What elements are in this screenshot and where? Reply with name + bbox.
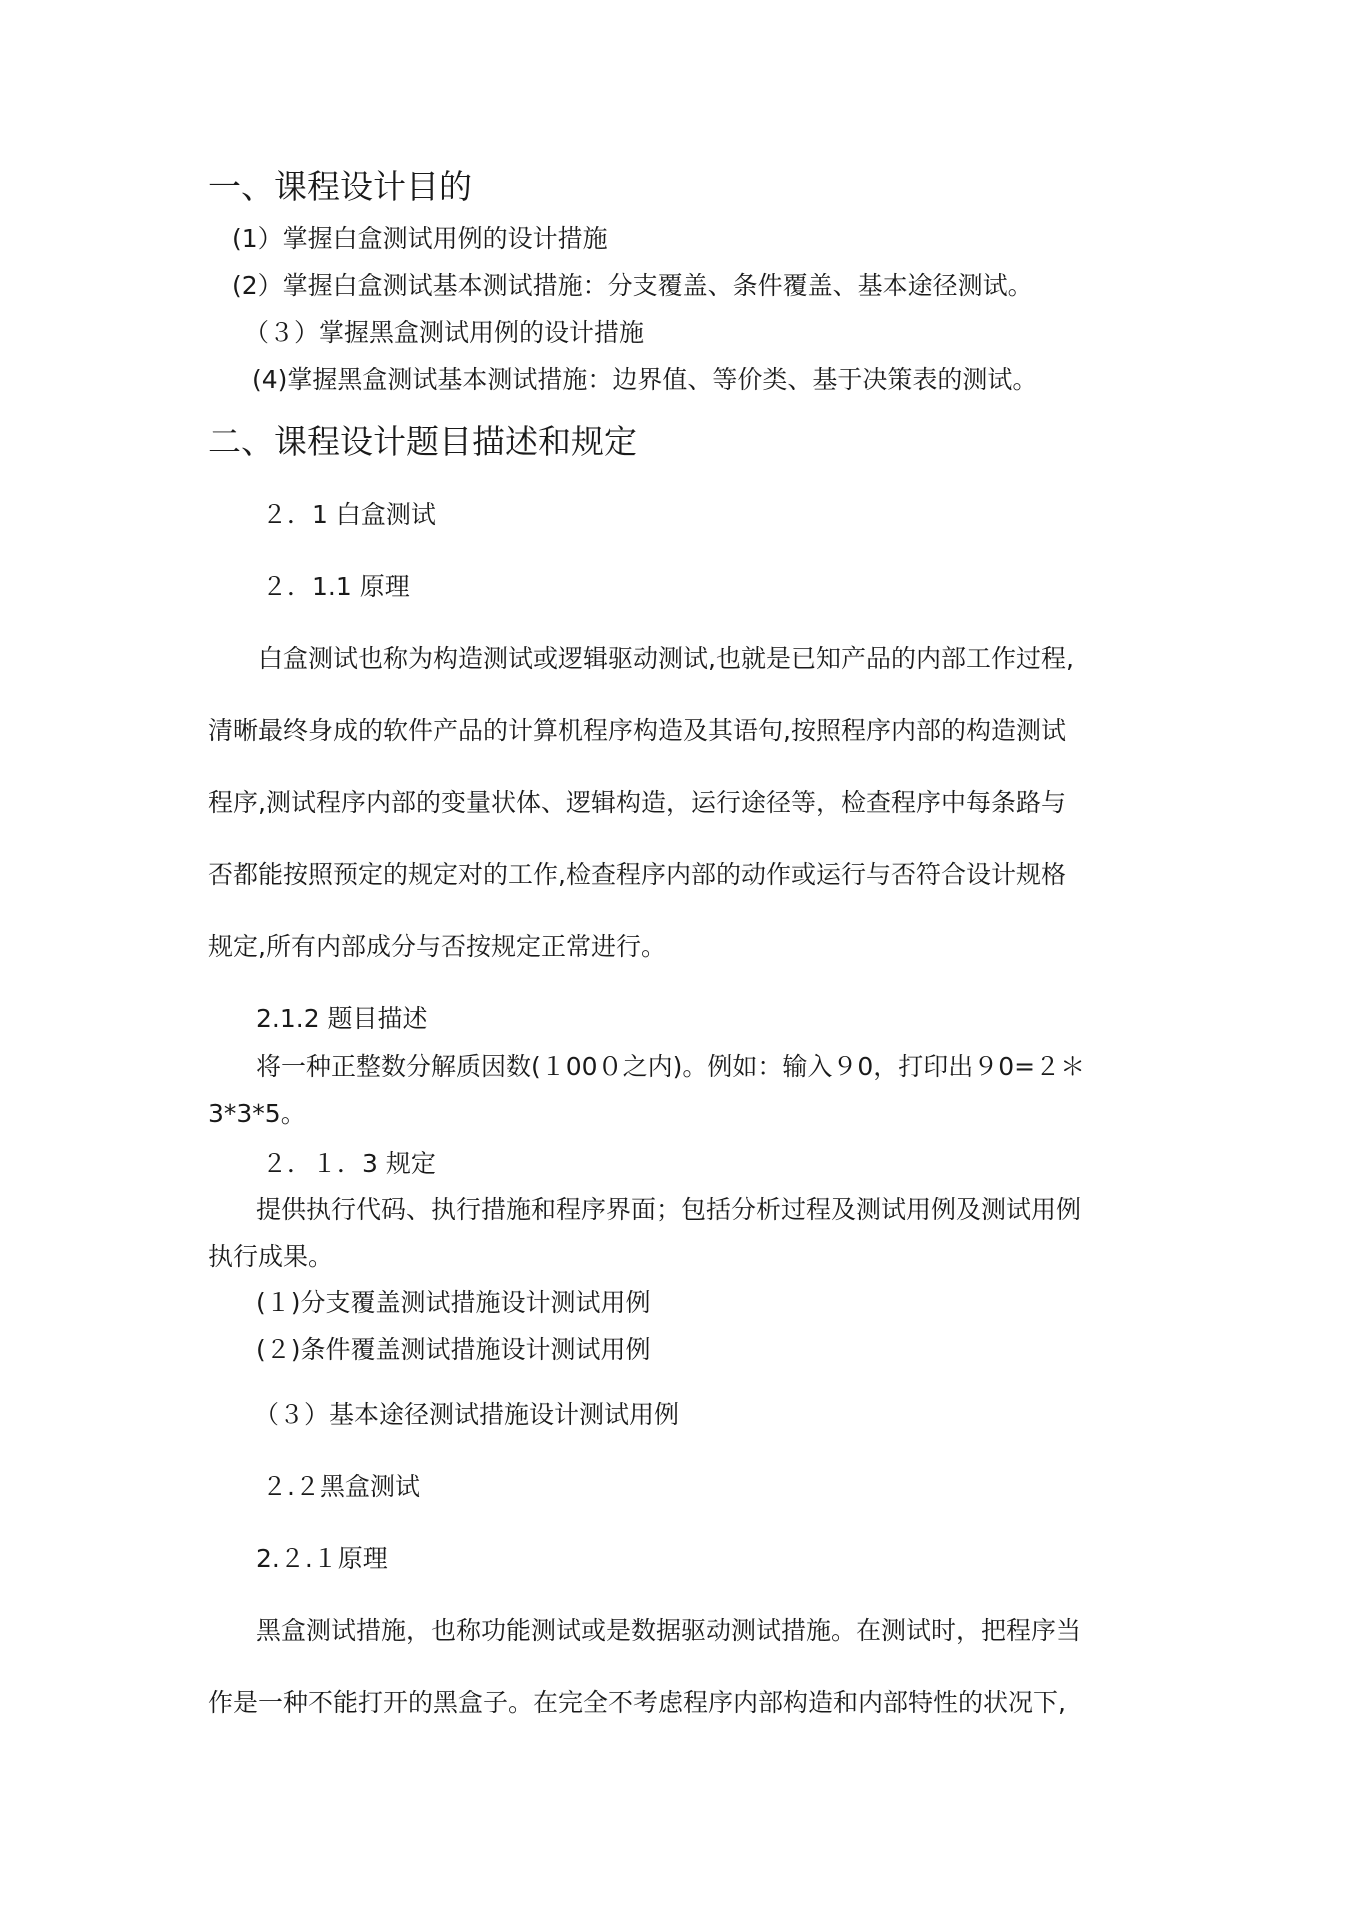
- paragraph-line: 否都能按照预定的规定对的工作,检查程序内部的动作或运行与否符合设计规格: [208, 860, 1066, 889]
- subheading-2-2: ２.２黑盒测试: [262, 1472, 420, 1501]
- paragraph-line: 作是一种不能打开的黑盒子。在完全不考虑程序内部构造和内部特性的状况下,: [208, 1688, 1066, 1717]
- paragraph-line: 程序,测试程序内部的变量状体、逻辑构造，运行途径等，检查程序中每条路与: [208, 788, 1066, 817]
- section-title-2: 二、课程设计题目描述和规定: [208, 422, 637, 461]
- objective-item-2: (2）掌握白盒测试基本测试措施：分支覆盖、条件覆盖、基本途径测试。: [232, 271, 1033, 300]
- section-title-1: 一、课程设计目的: [208, 167, 472, 206]
- subheading-2-2-1: 2.２.１原理: [256, 1544, 388, 1573]
- paragraph-line: 黑盒测试措施，也称功能测试或是数据驱动测试措施。在测试时，把程序当: [256, 1616, 1082, 1645]
- subheading-2-1-1: ２．1.1 原理: [262, 572, 410, 601]
- requirement-item-3: （３）基本途径测试措施设计测试用例: [254, 1400, 680, 1429]
- objective-item-1: (1）掌握白盒测试用例的设计措施: [232, 224, 608, 253]
- objective-item-3: （３）掌握黑盒测试用例的设计措施: [244, 318, 645, 347]
- paragraph-line: 清晰最终身成的软件产品的计算机程序构造及其语句,按照程序内部的构造测试: [208, 716, 1066, 745]
- paragraph-line: 规定,所有内部成分与否按规定正常进行。: [208, 932, 666, 961]
- paragraph-line: 执行成果。: [208, 1242, 334, 1271]
- paragraph-line: 将一种正整数分解质因数(１00０之内)。例如：输入９0，打印出９0=２＊: [256, 1052, 1086, 1081]
- objective-item-4: (4)掌握黑盒测试基本测试措施：边界值、等价类、基于决策表的测试。: [252, 365, 1038, 394]
- requirement-item-1: (１)分支覆盖测试措施设计测试用例: [256, 1288, 651, 1317]
- paragraph-line: 3*3*5。: [208, 1099, 306, 1128]
- requirement-item-2: (２)条件覆盖测试措施设计测试用例: [256, 1335, 651, 1364]
- subheading-2-1: ２．1 白盒测试: [262, 500, 436, 529]
- paragraph-line: 提供执行代码、执行措施和程序界面；包括分析过程及测试用例及测试用例: [256, 1195, 1082, 1224]
- paragraph-line: 白盒测试也称为构造测试或逻辑驱动测试,也就是已知产品的内部工作过程,: [258, 644, 1074, 673]
- subheading-2-1-2: 2.1.2 题目描述: [256, 1004, 428, 1033]
- subheading-2-1-3: ２．１．3 规定: [262, 1149, 436, 1178]
